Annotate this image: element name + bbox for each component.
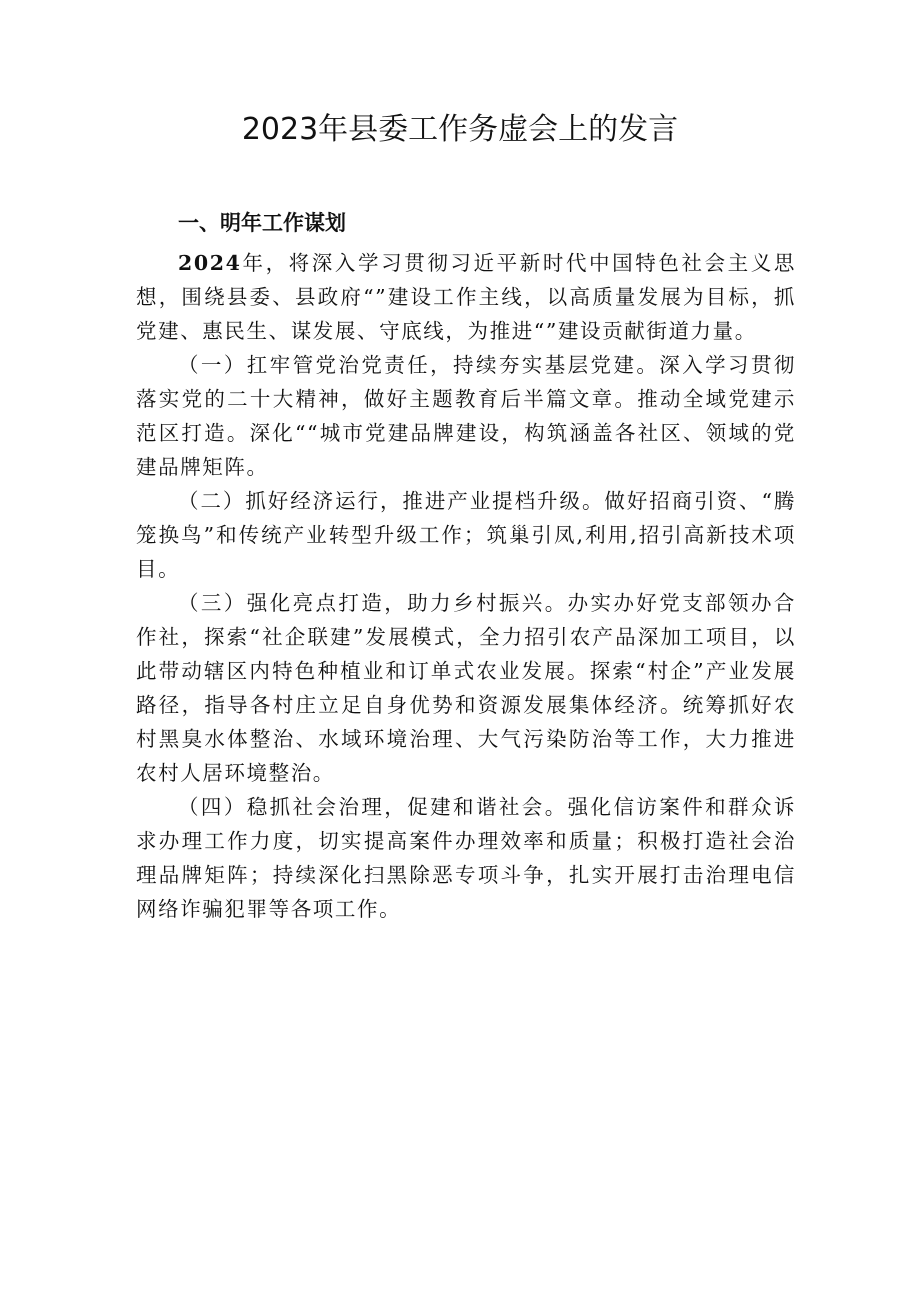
paragraph-party-building: （一）扛牢管党治党责任，持续夯实基层党建。深入学习贯彻落实党的二十大精神，做好主题教育后半篇文章。推动全域党建示范区打造。深化““城市党建品牌建设，构筑涵盖各社区、领域的党建品牌矩阵。: [136, 353, 796, 479]
paragraph-rural-revitalization: （三）强化亮点打造，助力乡村振兴。办实办好党支部领办合作社，探索“社企联建”发展模式，全力招引农产品深加工项目，以此带动辖区内特色种植业和订单式农业发展。探索“村企”产业发展路径，指导各村庄立足自身优势和资源发展集体经济。统筹抓好农村黑臭水体整治、水域环境治理、大气污染防治等工作，大力推进农村人居环境整治。: [136, 591, 796, 785]
paragraph-economy: （二）抓好经济运行，推进产业提档升级。做好招商引资、“腾笼换鸟”和传统产业转型升级工作；筑巢引凤,利用,招引高新技术项目。: [136, 489, 796, 581]
section-heading: 一、明年工作谋划: [178, 211, 346, 235]
document-body: [136, 246, 796, 926]
paragraph-social-governance: （四）稳抓社会治理，促建和谐社会。强化信访案件和群众诉求办理工作力度，切实提高案件办理效率和质量；积极打造社会治理品牌矩阵；持续深化扫黑除恶专项斗争，扎实开展打击治理电信网络诈骗犯罪等各项工作。: [136, 795, 796, 921]
intro-text: 年，将深入学习贯彻习近平新时代中国特色社会主义思想，围绕县委、县政府“”建设工作主线，以高质量发展为目标，抓党建、惠民生、谋发展、守底线，为推进“”建设贡献街道力量。: [136, 251, 796, 343]
document-title: 2023年县委工作务虚会上的发言: [241, 112, 679, 147]
intro-year: 2024: [178, 251, 242, 275]
intro-paragraph: [136, 246, 796, 348]
